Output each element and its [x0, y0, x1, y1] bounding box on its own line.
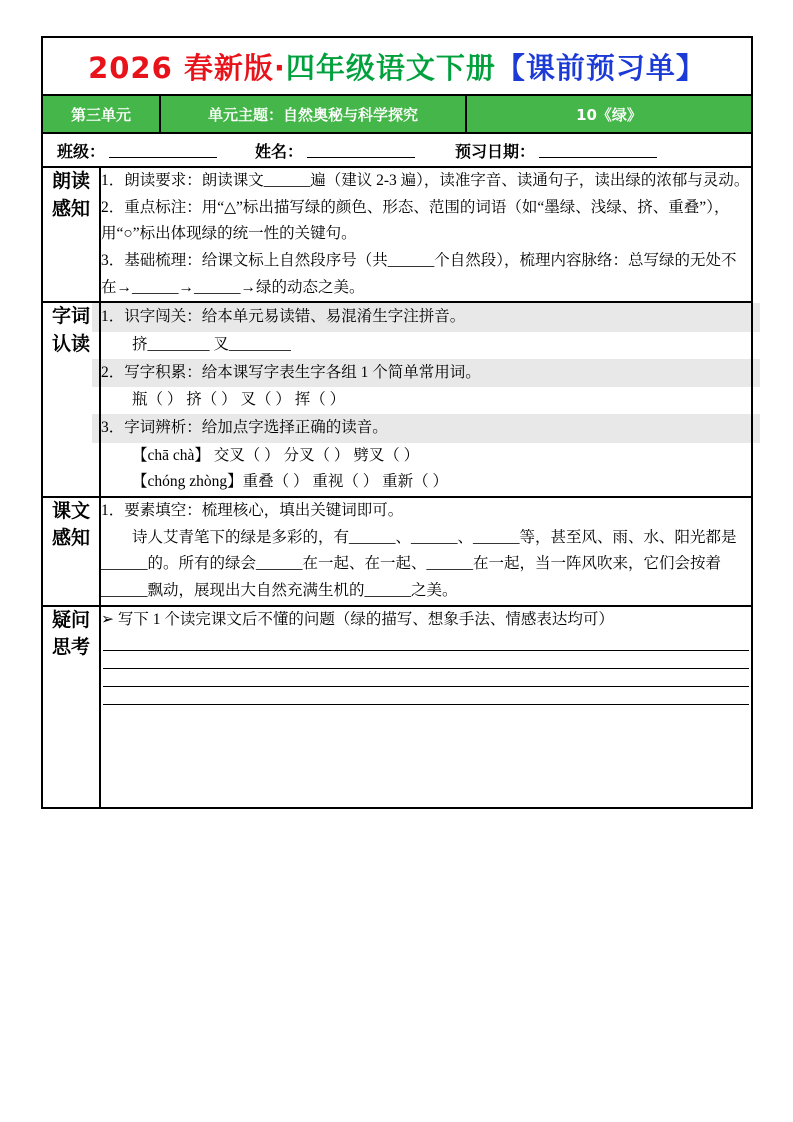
section-content-questions — [100, 606, 752, 808]
answer-line[interactable] — [103, 650, 749, 651]
name-label: 姓名： — [255, 141, 304, 161]
comprehension-item-1: 1．要素填空：梳理核心，填出关键词即可。 — [101, 501, 404, 519]
section-label-text-comprehension: 课文感知 — [42, 497, 100, 606]
title-part-3: 【课前预习单】 — [495, 50, 706, 85]
reading-item-3: 3．基础梳理：给课文标上自然段序号（共______个自然段），梳理内容脉络：总写绿的无处不在→______→______→绿的动态之美。 — [101, 251, 737, 296]
section-content-reading — [100, 167, 752, 302]
title-part-1: 2026 春新版 — [88, 50, 274, 85]
answer-line[interactable] — [103, 686, 749, 687]
section-content-vocabulary — [100, 302, 752, 497]
date-label: 预习日期： — [455, 141, 536, 161]
unit-number: 第三单元 — [43, 96, 161, 132]
class-input-blank[interactable] — [109, 143, 217, 158]
questions-prompt: ➢ 写下 1 个读完课文后不懂的问题（绿的描写、想象手法、情感表达均可） — [101, 610, 614, 628]
reading-item-2: 2．重点标注：用“△”标出描写绿的颜色、形态、范围的词语（如“墨绿、浅绿、挤、重叠”），用“○”标出体现绿的统一性的关键句。 — [101, 198, 730, 243]
title-part-2: 四年级语文下册 — [285, 50, 496, 85]
date-input-blank[interactable] — [539, 143, 657, 158]
worksheet-page — [41, 36, 753, 809]
lesson-title: 10《绿》 — [576, 105, 642, 124]
vocab-pinyin-blanks[interactable]: 挤________ 叉________ — [132, 335, 291, 353]
class-label: 班级： — [57, 141, 106, 161]
unit-bar — [41, 94, 753, 132]
vocab-item-3: 3．字词辨析：给加点字选择正确的读音。 — [92, 414, 760, 443]
student-info-bar — [41, 132, 753, 166]
vocab-word-blanks[interactable]: 瓶（ ） 挤（ ） 叉（ ） 挥（ ） — [132, 391, 346, 409]
vocab-pron-row-2[interactable]: 【chóng zhòng】重叠（ ） 重视（ ） 重新（ ） — [132, 473, 449, 491]
reading-item-1: 1．朗读要求：朗读课文______遍（建议 2-3 遍），读准字音、读通句子，读出绿的浓郁与灵动。 — [101, 172, 750, 189]
page-title-bar — [41, 36, 753, 94]
section-label-vocabulary: 字词认读 — [42, 302, 100, 497]
vocab-item-1: 1．识字闯关：给本单元易读错、易混淆生字注拼音。 — [92, 303, 760, 332]
title-separator: · — [273, 50, 286, 85]
page-title — [88, 46, 706, 87]
date-field[interactable] — [455, 139, 661, 162]
table-row — [42, 302, 752, 497]
unit-theme: 单元主题：自然奥秘与科学探究 — [161, 96, 467, 132]
section-label-questions: 疑问思考 — [42, 606, 100, 808]
table-row — [42, 497, 752, 606]
comprehension-fill-blank[interactable]: 诗人艾青笔下的绿是多彩的，有______、______、______等，甚至风、雨、水、阳光都是______的。所有的绿会______在一起、在一起、______在一起，当一阵风吹来，它们会按着______飘动，展现出大自然充满生机的______之美。 — [101, 528, 737, 599]
class-field[interactable] — [57, 139, 221, 162]
answer-line[interactable] — [103, 704, 749, 705]
table-row — [42, 606, 752, 808]
name-input-blank[interactable] — [307, 143, 415, 158]
table-row — [42, 167, 752, 302]
vocab-item-2: 2．写字积累：给本课写字表生字各组 1 个简单常用词。 — [92, 359, 760, 388]
answer-line[interactable] — [103, 668, 749, 669]
section-label-reading: 朗读感知 — [42, 167, 100, 302]
section-content-text-comprehension — [100, 497, 752, 606]
vocab-pron-row-1[interactable]: 【chā chà】 交叉（ ） 分叉（ ） 劈叉（ ） — [132, 446, 420, 464]
worksheet-table — [41, 166, 753, 809]
name-field[interactable] — [255, 139, 419, 162]
